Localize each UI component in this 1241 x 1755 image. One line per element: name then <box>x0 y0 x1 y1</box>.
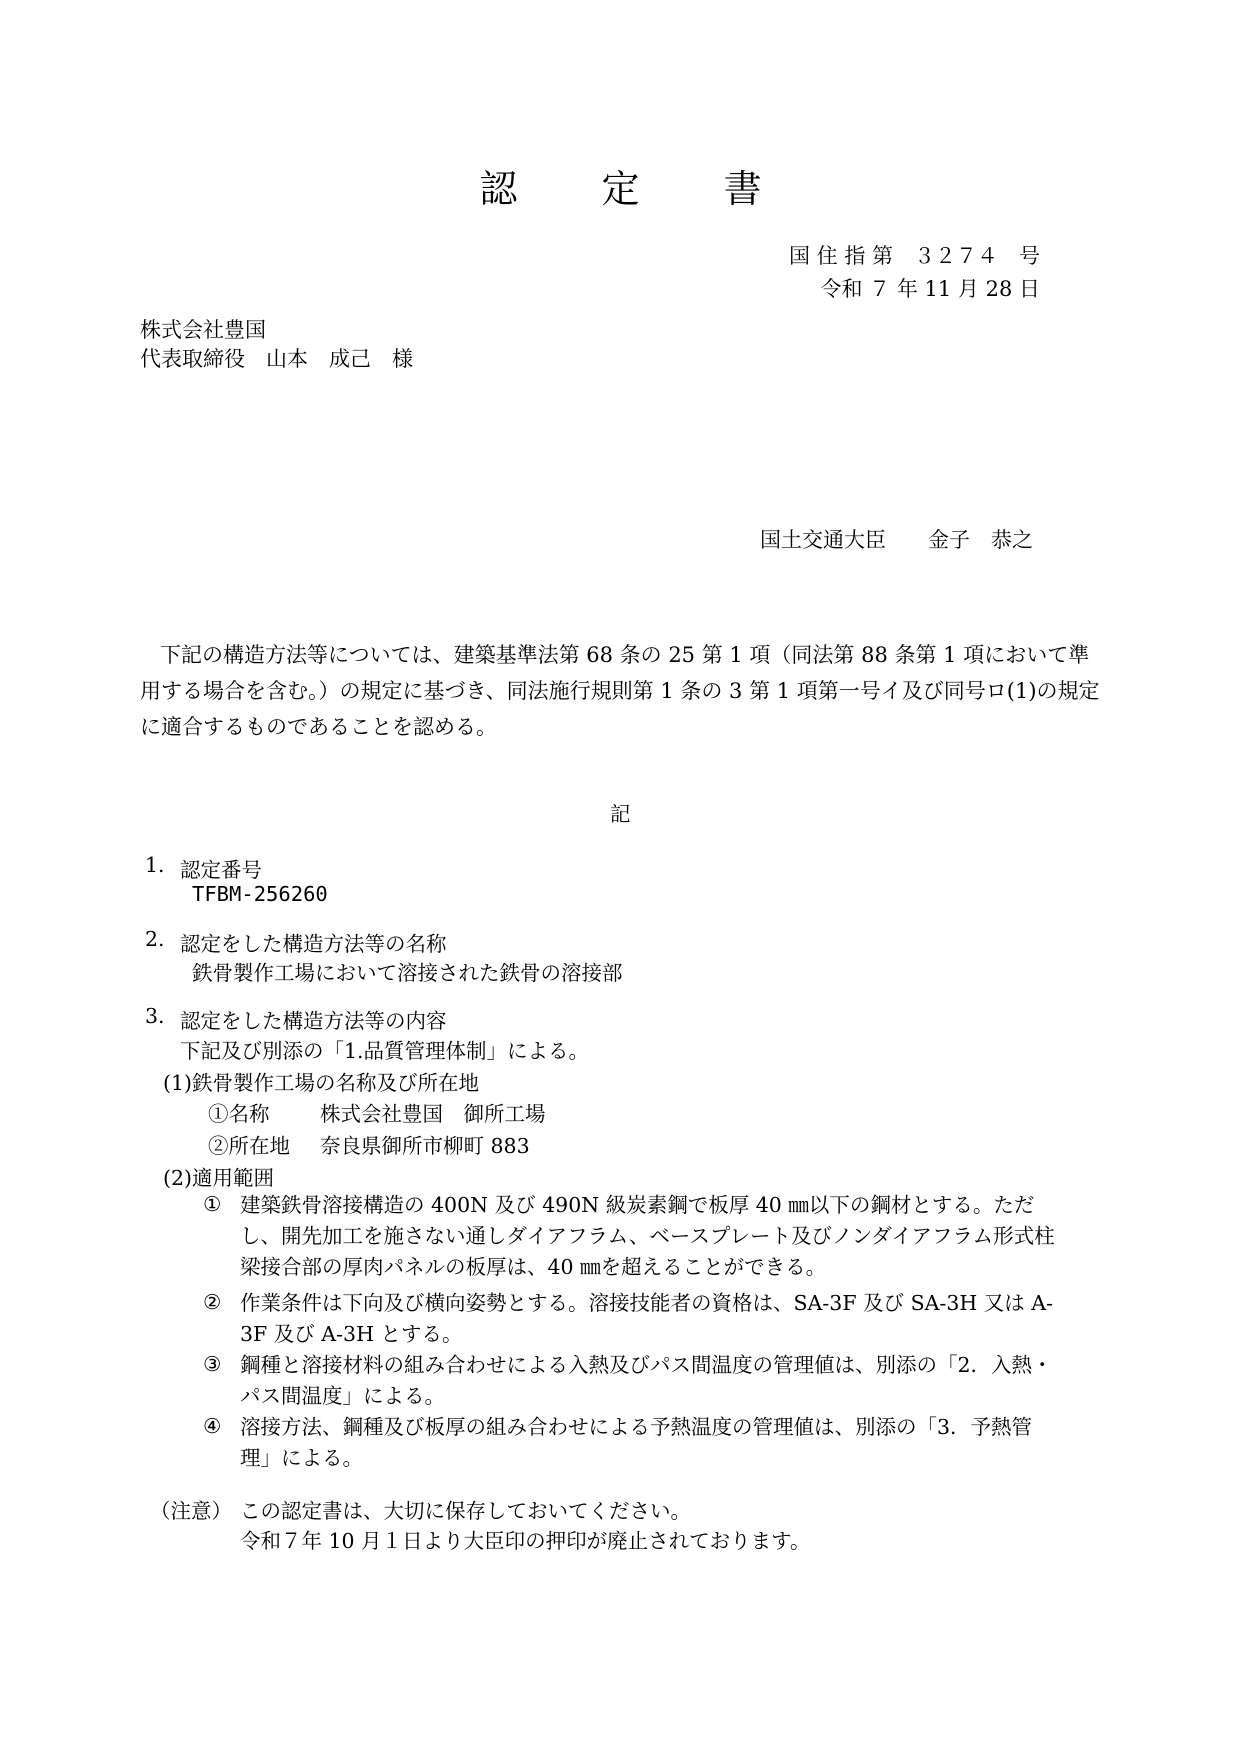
section-1-value: TFBM-256260 <box>192 882 328 906</box>
recipient-company: 株式会社豊国 <box>140 318 266 342</box>
factory-address-label: ②所在地 <box>208 1134 290 1158</box>
section-2-value: 鉄骨製作工場において溶接された鉄骨の溶接部 <box>192 961 623 985</box>
section-3-number: 3. <box>145 1004 165 1028</box>
scope-item-4-text: 溶接方法、鋼種及び板厚の組み合わせによる予熱温度の管理値は、別添の「3．予熱管理」による。 <box>240 1415 1033 1470</box>
body-paragraph: 下記の構造方法等については、建築基準法第 68 条の 25 第 1 項（同法第 88 条第 1 項において準用する場合を含む。）の規定に基づき、同法施行規則第 1 条の 3 第 1 項第一号イ及び同号ロ(1)の規定に適合するものであることを認める。 <box>140 643 1100 739</box>
section-1-heading: 認定番号 <box>180 858 262 882</box>
scope-item-4-mark: ④ <box>203 1414 222 1438</box>
scope-item-3-mark: ③ <box>203 1352 222 1376</box>
sub2-heading: (2)適用範囲 <box>163 1166 275 1190</box>
issue-date: 令和 ７ 年 11 月 28 日 <box>820 277 1040 301</box>
section-3-value: 下記及び別添の「1.品質管理体制」による。 <box>180 1039 590 1063</box>
ki-heading: 記 <box>610 802 631 826</box>
document-title: 認 定 書 <box>479 167 798 211</box>
issuer: 国土交通大臣 金子 恭之 <box>760 528 1033 552</box>
recipient-representative: 代表取締役 山本 成己 様 <box>140 347 413 371</box>
scope-item-3-text: 鋼種と溶接材料の組み合わせによる入熱及びパス間温度の管理値は、別添の「2．入熱・パス間温度」による。 <box>240 1353 1053 1408</box>
scope-item-2-text: 作業条件は下向及び横向姿勢とする。溶接技能者の資格は、SA-3F 及び SA-3H 又は A-3F 及び A-3H とする。 <box>240 1291 1054 1346</box>
scope-item-1-mark: ① <box>203 1192 222 1216</box>
scope-item-2-mark: ② <box>203 1290 222 1314</box>
notice-line-2: 令和７年 10 月１日より大臣印の押印が廃止されております。 <box>240 1529 811 1553</box>
section-2-heading: 認定をした構造方法等の名称 <box>180 932 447 956</box>
scope-item-1-text: 建築鉄骨溶接構造の 400N 及び 490N 級炭素鋼で板厚 40 ㎜以下の鋼材とする。ただし、開先加工を施さない通しダイアフラム、ベースプレート及びノンダイアフラム形式柱梁接合部の厚肉パネルの板厚は、40 ㎜を超えることができる。 <box>240 1193 1055 1279</box>
notice-line-1: この認定書は、大切に保存しておいてください。 <box>240 1499 691 1523</box>
factory-name-value: 株式会社豊国 御所工場 <box>320 1102 546 1126</box>
factory-address-value: 奈良県御所市柳町 883 <box>320 1134 530 1158</box>
certificate-number: 国 住 指 第 ３２７４ 号 <box>788 244 1040 268</box>
sub1-heading: (1)鉄骨製作工場の名称及び所在地 <box>163 1071 480 1095</box>
factory-name-label: ①名称 <box>208 1102 270 1126</box>
section-1-number: 1. <box>145 853 165 877</box>
section-2-number: 2. <box>145 927 165 951</box>
section-3-heading: 認定をした構造方法等の内容 <box>180 1009 447 1033</box>
notice-label: （注意） <box>150 1499 232 1523</box>
